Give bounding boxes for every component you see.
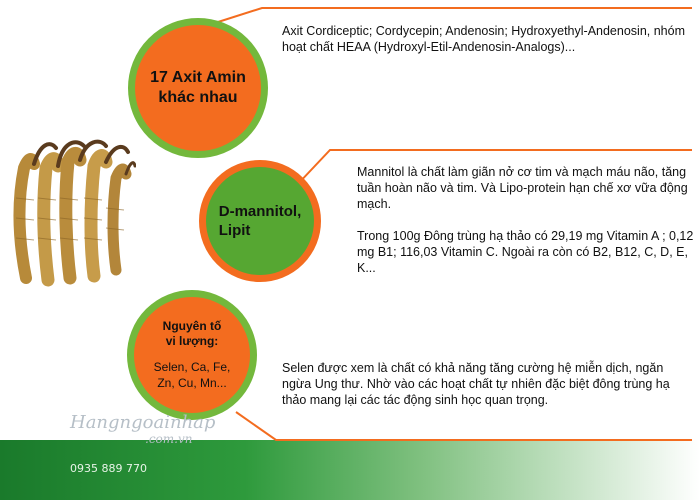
watermark-brand: Hangngoainhap	[70, 412, 216, 433]
trace-element-circle	[127, 290, 257, 420]
mannitol-circle-line2: Lipit	[218, 222, 251, 239]
amino-acid-circle	[128, 18, 268, 158]
trace-circle-body	[154, 359, 231, 391]
cordyceps-image	[6, 138, 136, 288]
trace-circle-title1: Nguyên tố	[162, 319, 222, 333]
vitamin-description: Trong 100g Đông trùng hạ thảo có 29,19 mg Vitamin A ; 0,12 mg B1; 116,03 Vitamin C. Ngoài ra còn có B2, B12, C, D, E, K...	[357, 229, 694, 275]
mannitol-circle-line1: D-mannitol,	[218, 203, 302, 220]
selen-description: Selen được xem là chất có khả năng tăng cường hệ miễn dịch, ngăn ngừa Ung thư. Nhờ vào các hoạt chất tự nhiên đặc biệt đông trùng hạ thảo mang lại các tác động sinh học quan trọng.	[282, 361, 670, 407]
watermark-domain: .com.vn	[145, 432, 193, 446]
trace-circle-body2: Zn, Cu, Mn...	[157, 376, 227, 390]
trace-circle-body1: Selen, Ca, Fe,	[153, 360, 231, 374]
trace-circle-title2: vi lượng:	[165, 334, 219, 348]
mannitol-circle	[199, 160, 321, 282]
amino-circle-line2: khác nhau	[158, 89, 238, 106]
amino-description: Axit Cordiceptic; Cordycepin; Andenosin; Hydroxyethyl-Andenosin, nhóm hoạt chất HEAA (Hydroxyl-Etil-Andenosin-Analogs)...	[282, 24, 685, 54]
amino-circle-line1: 17 Axit Amin	[150, 69, 246, 86]
mannitol-description: Mannitol là chất làm giãn nở cơ tim và mạch máu não, tăng tuần hoàn não và tim. Và Lipo-protein hạn chế xơ vữa động mạch.	[357, 165, 688, 211]
watermark-phone: 0935 889 770	[70, 462, 147, 475]
